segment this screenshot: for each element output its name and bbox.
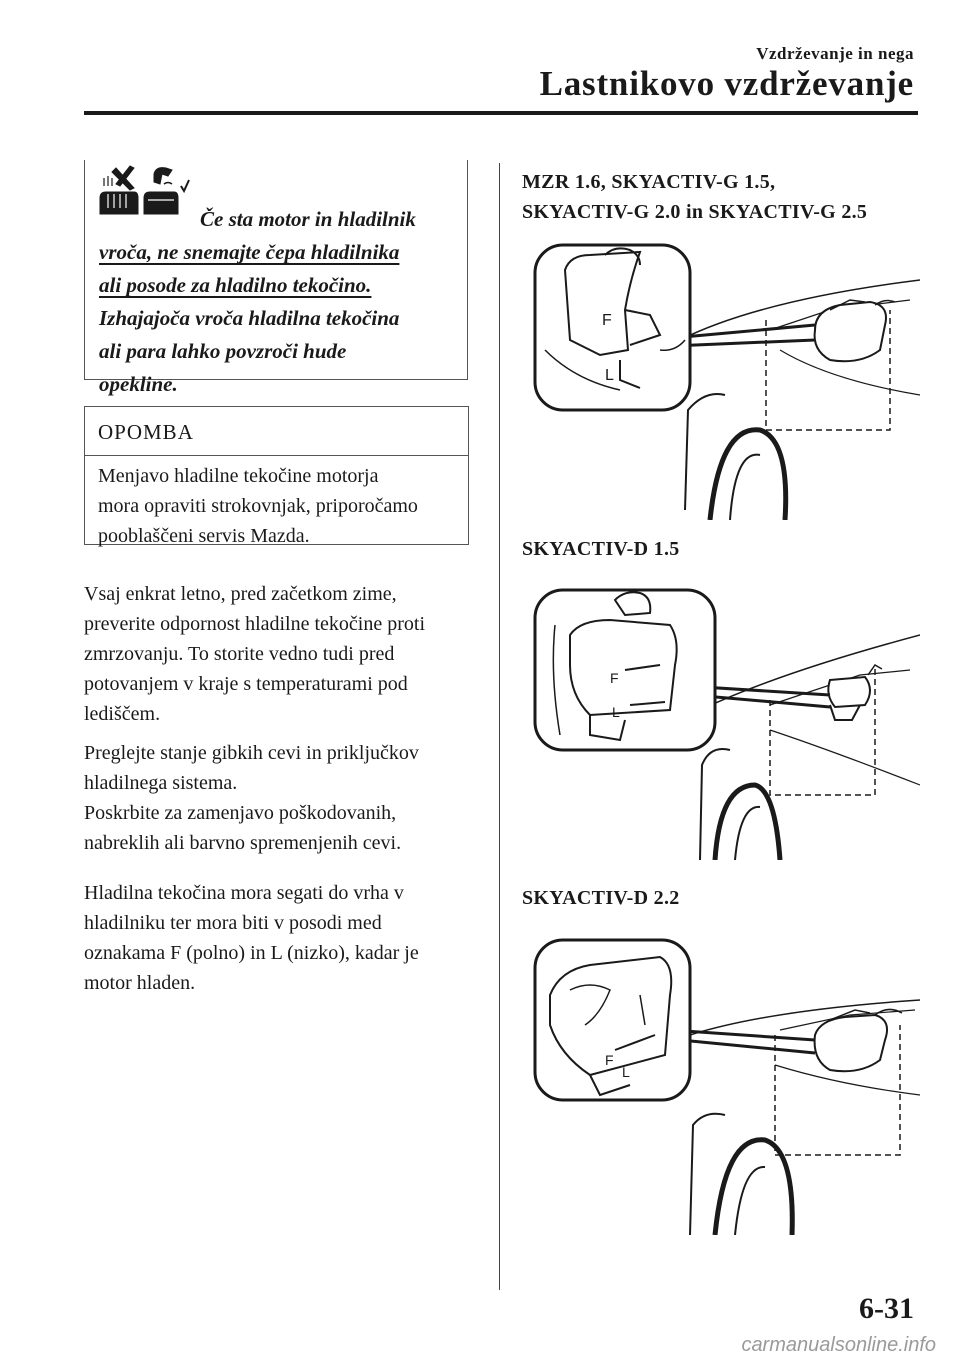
note-body (98, 461, 458, 551)
warning-line: ali para lahko povzroči hude (99, 339, 347, 363)
text-line: Poskrbite za zamenjavo poškodovanih, (84, 802, 397, 824)
watermark: carmanualsonline.info (741, 1334, 936, 1356)
page-title: Lastnikovo vzdrževanje (539, 64, 914, 103)
text-line: hladilnega sistema. (84, 772, 238, 794)
note-line: mora opraviti strokovnjak, priporočamo (98, 495, 418, 517)
paragraph-antifreeze (84, 579, 484, 729)
figure-heading-skyactiv-d22: SKYACTIV-D 2.2 (522, 887, 680, 909)
low-mark-label: L (612, 704, 620, 720)
low-mark-label: L (605, 367, 614, 384)
full-mark-label: F (602, 312, 612, 329)
note-header-rule (84, 455, 469, 456)
section-subtitle: Vzdrževanje in nega (756, 44, 914, 63)
note-line: pooblaščeni servis Mazda. (98, 525, 310, 547)
text-line: Vsaj enkrat letno, pred začetkom zime, (84, 583, 397, 605)
warning-line: ali posode za hladilno tekočino. (99, 273, 372, 297)
coolant-reservoir-illustration-2 (530, 585, 920, 860)
text-line: motor hladen. (84, 972, 196, 994)
warning-line: vroča, ne snemajte čepa hladilnika (99, 240, 400, 264)
full-mark-label: F (610, 670, 619, 686)
full-mark-label: F (605, 1052, 614, 1068)
text-line: Preglejte stanje gibkih cevi in priključkov (84, 742, 419, 764)
heading-line: MZR 1.6, SKYACTIV-G 1.5, (522, 171, 776, 193)
warning-text (99, 203, 454, 401)
heading-line: SKYACTIV-G 2.0 in SKYACTIV-G 2.5 (522, 201, 868, 223)
header-rule (84, 111, 918, 115)
coolant-reservoir-illustration-1 (530, 240, 920, 520)
text-line: oznakama F (polno) in L (nizko), kadar je (84, 942, 419, 964)
warning-line: Izhajajoča vroča hladilna tekočina (99, 306, 400, 330)
figure-heading-skyactiv-d15: SKYACTIV-D 1.5 (522, 538, 680, 560)
note-title: OPOMBA (98, 420, 194, 444)
low-mark-label: L (622, 1064, 630, 1080)
figure-heading-mzr-skyactiv-g (522, 167, 867, 227)
column-divider (499, 163, 500, 1290)
warning-line: Če sta motor in hladilnik (200, 207, 416, 231)
page-number: 6-31 (859, 1292, 914, 1325)
coolant-reservoir-illustration-3 (530, 935, 920, 1235)
text-line: hladilniku ter mora biti v posodi med (84, 912, 382, 934)
paragraph-hoses (84, 738, 484, 858)
paragraph-coolant-level (84, 878, 484, 998)
warning-line: opekline. (99, 372, 178, 396)
text-line: preverite odpornost hladilne tekočine proti (84, 613, 426, 635)
text-line: Hladilna tekočina mora segati do vrha v (84, 882, 404, 904)
text-line: lediščem. (84, 703, 161, 725)
note-line: Menjavo hladilne tekočine motorja (98, 465, 379, 487)
text-line: potovanjem v kraje s temperaturami pod (84, 673, 408, 695)
text-line: nabreklih ali barvno spremenjenih cevi. (84, 832, 402, 854)
text-line: zmrzovanju. To storite vedno tudi pred (84, 643, 395, 665)
